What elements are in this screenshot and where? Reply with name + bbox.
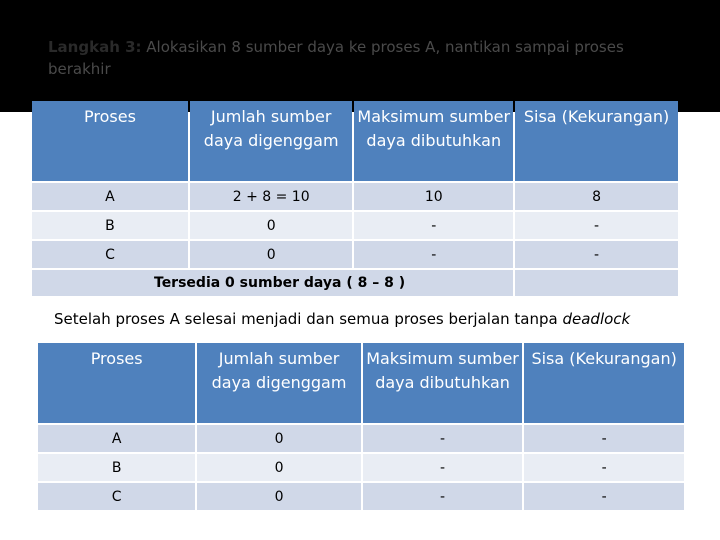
table-cell: -	[524, 483, 684, 510]
header-proses: Proses	[38, 343, 195, 423]
slide-title	[48, 36, 678, 80]
allocation-table-final	[36, 341, 686, 512]
table-row	[32, 183, 678, 210]
table-cell: C	[38, 483, 195, 510]
header-maksimum-dibutuhkan: Maksimum sumber daya dibutuhkan	[363, 343, 523, 423]
table-cell: 0	[190, 212, 353, 239]
available-empty-cell	[515, 270, 678, 296]
step-label: Langkah 3:	[48, 38, 142, 56]
table-cell: 10	[354, 183, 513, 210]
available-label: Tersedia 0 sumber daya ( 8 – 8 )	[154, 275, 406, 291]
table-cell: A	[32, 183, 188, 210]
header-sisa-kekurangan: Sisa (Kekurangan)	[515, 101, 678, 181]
table-cell: B	[38, 454, 195, 481]
table-header-row	[32, 101, 678, 181]
header-sisa-kekurangan: Sisa (Kekurangan)	[524, 343, 684, 423]
table-cell: -	[515, 212, 678, 239]
table-cell: -	[515, 241, 678, 268]
table-cell: 0	[197, 483, 361, 510]
step-text: Alokasikan 8 sumber daya ke proses A, nantikan sampai proses berakhir	[48, 38, 624, 78]
table-cell: 2 + 8 = 10	[190, 183, 353, 210]
allocation-table-step3	[30, 99, 680, 298]
header-jumlah-digenggam: Jumlah sumber daya digenggam	[197, 343, 361, 423]
table-cell: 0	[197, 425, 361, 452]
table-row	[38, 483, 684, 510]
header-jumlah-digenggam: Jumlah sumber daya digenggam	[190, 101, 353, 181]
table-cell: -	[354, 212, 513, 239]
table-cell: C	[32, 241, 188, 268]
table-cell: B	[32, 212, 188, 239]
table-cell: -	[524, 454, 684, 481]
table-cell: 8	[515, 183, 678, 210]
table-cell: -	[354, 241, 513, 268]
header-maksimum-dibutuhkan: Maksimum sumber daya dibutuhkan	[354, 101, 513, 181]
available-resources-text	[32, 270, 513, 296]
available-row	[32, 270, 678, 296]
after-note	[54, 310, 694, 328]
table-row	[32, 212, 678, 239]
table-cell: -	[524, 425, 684, 452]
table-cell: -	[363, 425, 523, 452]
header-proses: Proses	[32, 101, 188, 181]
table-cell: -	[363, 454, 523, 481]
table-row	[38, 454, 684, 481]
after-note-text: Setelah proses A selesai menjadi dan semua proses berjalan tanpa	[54, 310, 563, 328]
table-cell: -	[363, 483, 523, 510]
table-cell: A	[38, 425, 195, 452]
table-row	[38, 425, 684, 452]
table-cell: 0	[190, 241, 353, 268]
table-cell: 0	[197, 454, 361, 481]
table-header-row	[38, 343, 684, 423]
table-row	[32, 241, 678, 268]
after-note-emphasis: deadlock	[562, 310, 631, 328]
